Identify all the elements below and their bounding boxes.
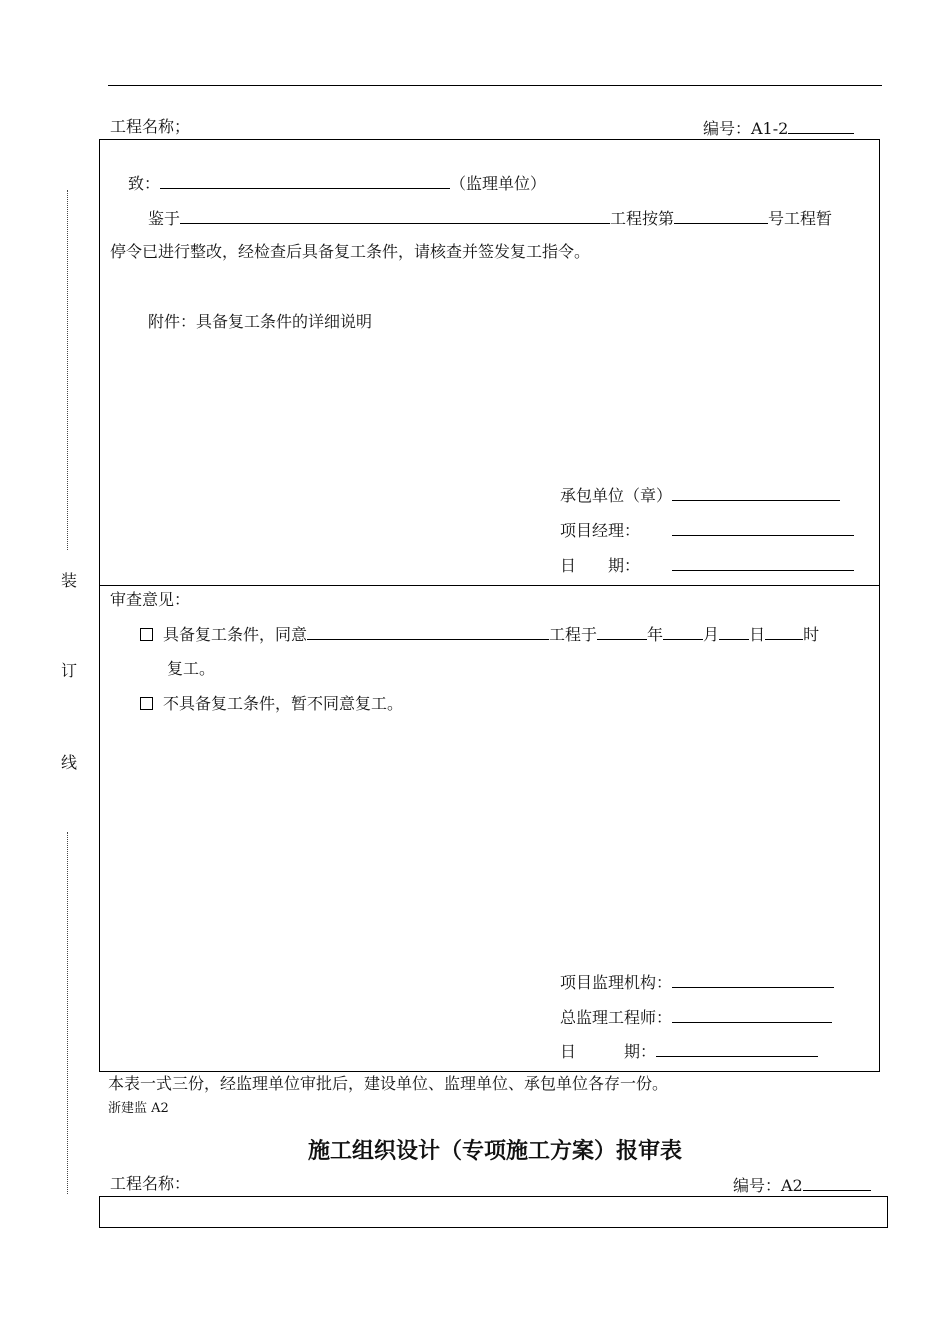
whereas-line bbox=[148, 209, 832, 227]
contractor-label: 承包单位（章） bbox=[560, 486, 673, 505]
day-field[interactable] bbox=[719, 625, 749, 640]
form2-project-name-label: 工程名称： bbox=[110, 1174, 191, 1193]
approve-checkbox[interactable] bbox=[140, 628, 153, 641]
form2-title: 施工组织设计（专项施工方案）报审表 bbox=[307, 1139, 682, 1164]
supervision-org-field[interactable] bbox=[672, 973, 834, 988]
form2-number-label: 编号：A2 bbox=[733, 1176, 803, 1195]
project-manager-label: 项目经理： bbox=[560, 521, 641, 540]
binding-char-ding: 订 bbox=[61, 661, 78, 680]
year-field[interactable] bbox=[597, 625, 647, 640]
binding-dotted-line-top bbox=[67, 190, 68, 550]
reject-checkbox[interactable] bbox=[140, 697, 153, 710]
approve-project-field[interactable] bbox=[307, 625, 549, 640]
body-line-2: 停令已进行整改，经检查后具备复工条件，请核查并签发复工指令。 bbox=[110, 242, 591, 261]
form2-number bbox=[733, 1176, 871, 1194]
to-prefix: 致： bbox=[128, 174, 161, 193]
form-number bbox=[703, 119, 854, 137]
approve-text-a: 具备复工条件，同意 bbox=[163, 625, 308, 644]
day-label: 日 bbox=[749, 625, 766, 644]
stop-order-number-field[interactable] bbox=[674, 209, 768, 224]
month-label: 月 bbox=[703, 625, 720, 644]
chief-engineer-label: 总监理工程师： bbox=[560, 1008, 673, 1027]
whereas-prefix: 鉴于 bbox=[148, 209, 181, 228]
copies-footnote: 本表一式三份，经监理单位审批后，建设单位、监理单位、承包单位各存一份。 bbox=[108, 1074, 669, 1093]
hour-label: 时 bbox=[803, 625, 820, 644]
review-opinion-label: 审查意见： bbox=[110, 590, 191, 609]
review-date-label: 日 期： bbox=[560, 1042, 657, 1061]
month-field[interactable] bbox=[663, 625, 703, 640]
approve-continuation: 复工。 bbox=[167, 659, 216, 678]
top-rule bbox=[108, 85, 882, 86]
chief-engineer-field[interactable] bbox=[672, 1008, 832, 1023]
form2-number-field[interactable] bbox=[803, 1176, 871, 1191]
reject-text: 不具备复工条件，暂不同意复工。 bbox=[163, 694, 404, 713]
project-manager-field[interactable] bbox=[672, 521, 854, 536]
application-date-label: 日 期： bbox=[560, 556, 641, 575]
binding-char-xian: 线 bbox=[61, 753, 78, 772]
to-suffix: （监理单位） bbox=[450, 174, 547, 193]
chief-engineer-signature bbox=[560, 1008, 832, 1026]
whereas-mid: 工程按第 bbox=[610, 209, 675, 228]
contractor-signature bbox=[560, 486, 840, 504]
supervision-unit-field[interactable] bbox=[160, 174, 450, 189]
review-box bbox=[99, 585, 880, 1072]
supervision-org-label: 项目监理机构： bbox=[560, 973, 673, 992]
contractor-field[interactable] bbox=[672, 486, 840, 501]
application-date-field[interactable] bbox=[672, 556, 854, 571]
form-number-field[interactable] bbox=[788, 119, 854, 134]
supervision-org-signature bbox=[560, 973, 834, 991]
form-number-label: 编号：A1-2 bbox=[703, 119, 789, 138]
addressee-line bbox=[128, 174, 546, 192]
project-manager-signature bbox=[560, 521, 854, 539]
option-approve bbox=[140, 625, 819, 643]
whereas-end: 号工程暂 bbox=[768, 209, 833, 228]
application-date bbox=[560, 556, 854, 574]
option-reject bbox=[140, 696, 403, 712]
application-box bbox=[99, 139, 880, 586]
binding-char-zhuang: 装 bbox=[61, 571, 78, 590]
hour-field[interactable] bbox=[765, 625, 803, 640]
form2-code: 浙建监 A2 bbox=[108, 1101, 169, 1116]
project-field[interactable] bbox=[180, 209, 610, 224]
project-name-label: 工程名称； bbox=[110, 117, 191, 136]
review-date-field[interactable] bbox=[656, 1042, 818, 1057]
review-date bbox=[560, 1042, 818, 1060]
year-label: 年 bbox=[647, 625, 664, 644]
attachment-note: 附件：具备复工条件的详细说明 bbox=[148, 312, 373, 331]
form2-box bbox=[99, 1196, 888, 1228]
approve-text-b: 工程于 bbox=[549, 625, 598, 644]
